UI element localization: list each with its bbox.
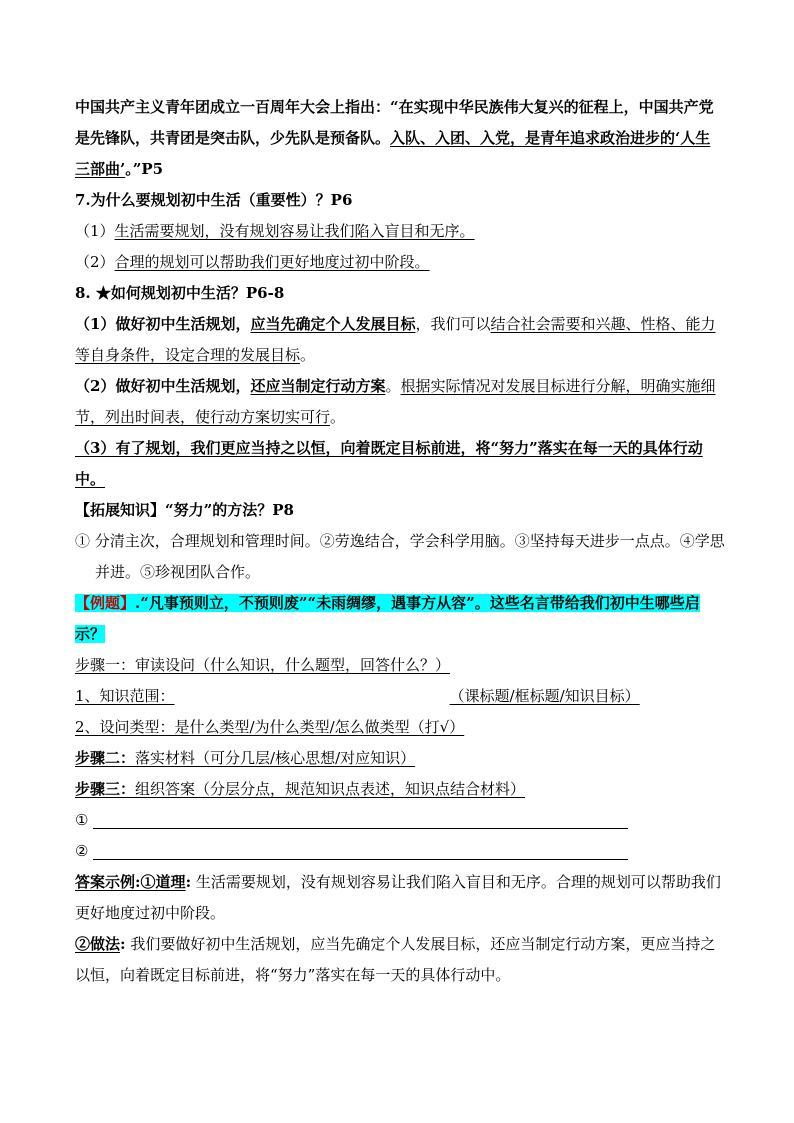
q7-title: 7.为什么要规划初中生活（重要性）？P6 xyxy=(75,191,353,209)
q8-item-2 xyxy=(75,371,725,433)
intro-bold: 中国共产主义青年团成立一百周年大会上指出：“在实现中华民族伟大复兴的征程上，中国共产党是先锋队，共青团是突击队，少先队是预备队。 xyxy=(75,98,714,147)
type-line: 2、设问类型：是什么类型/为什么类型/怎么做类型（打√） xyxy=(75,718,465,736)
q8-item-1-lead: 做好初中生活规划， xyxy=(115,315,251,333)
answer-blank-1-line[interactable] xyxy=(93,808,628,829)
example-question xyxy=(75,588,725,650)
answer-blank-1 xyxy=(75,805,725,836)
q7-item-1-text: 生活需要规划，没有规划容易让我们陷入盲目和无序。 xyxy=(114,222,475,240)
answer-blank-1-num: ① xyxy=(75,811,89,829)
range-options: （课标题/框标题/知识目标） xyxy=(449,687,640,705)
q8-item-3 xyxy=(75,433,725,495)
answer-p2-label: ②做法 xyxy=(75,935,121,953)
intro-paragraph xyxy=(75,92,725,185)
q8-item-2-num: （2） xyxy=(75,377,116,395)
step-3-text: 组织答案（分层分点，规范知识点表述，知识点结合材料） xyxy=(135,780,526,798)
q8-item-3-num: （3） xyxy=(75,439,116,457)
answer-p1-colon: : xyxy=(185,873,192,891)
q8-item-1-num: （1） xyxy=(75,315,116,333)
q8-item-2-key: 还应当制定行动方案 xyxy=(250,377,386,395)
q8-item-1-mid: ，我们可以 xyxy=(415,315,491,333)
answer-example-1 xyxy=(75,867,725,929)
q8-item-2-mid: 。 xyxy=(385,377,401,395)
ext-title: 【拓展知识】“努力”的方法？P8 xyxy=(75,501,294,519)
q8-item-2-end: 。 xyxy=(330,408,346,426)
range-line xyxy=(75,681,725,712)
q8-title: 8. ★如何规划初中生活？P6-8 xyxy=(75,284,285,302)
q8-item-1-key: 应当先确定个人发展目标 xyxy=(250,315,416,333)
answer-label: 答案示例: xyxy=(75,873,141,891)
example-text: .“凡事预则立，不预则废”“未雨绸缪，遇事方从容”。这些名言带给我们初中生哪些启示？ xyxy=(75,594,700,643)
q7-item-1-num: （1） xyxy=(75,222,115,240)
step-2-text: 落实材料（可分几层/核心思想/对应知识） xyxy=(135,749,416,767)
answer-p1-label: ①道理 xyxy=(140,873,186,891)
ext-text: ① 分清主次，合理规划和管理时间。②劳逸结合，学会科学用脑。③坚持每天进步一点点。④学思并进。⑤珍视团队合作。 xyxy=(75,532,725,581)
q8-item-2-detail: 根据实际情况对发展目标进行分解，明确实施细节，列出时间表，使行动方案切实可行 xyxy=(75,377,716,426)
q8-item-1-end: 。 xyxy=(300,346,316,364)
answer-blank-2 xyxy=(75,836,725,867)
answer-p1-text: 生活需要规划，没有规划容易让我们陷入盲目和无序。合理的规划可以帮助我们更好地度过初中阶段。 xyxy=(75,873,721,922)
q8-item-3-text: 有了规划，我们更应当持之以恒，向着既定目标前进，将“努力”落实在每一天的具体行动中。 xyxy=(75,439,703,488)
q8-item-1 xyxy=(75,309,725,371)
q8-item-2-lead: 做好初中生活规划， xyxy=(115,377,251,395)
q7-item-2 xyxy=(75,247,725,278)
answer-blank-2-line[interactable] xyxy=(93,839,628,860)
q7-item-2-text: 合理的规划可以帮助我们更好地度过初中阶段。 xyxy=(114,253,430,271)
step-2 xyxy=(75,743,725,774)
step-2-label: 步骤二： xyxy=(75,749,136,767)
range-label: 1、知识范围： xyxy=(75,687,175,705)
q7-item-2-num: （2） xyxy=(75,253,115,271)
q7-item-1 xyxy=(75,216,725,247)
step-1: 步骤一：审读设问（什么知识，什么题型，回答什么？） xyxy=(75,656,451,674)
answer-blank-2-num: ② xyxy=(75,842,89,860)
answer-p2-text: 我们要做好初中生活规划，应当先确定个人发展目标，还应当制定行动方案，更应当持之以恒，向着既定目标前进，将“努力”落实在每一天的具体行动中。 xyxy=(75,935,716,984)
range-field[interactable] xyxy=(75,681,701,712)
step-3-label: 步骤三： xyxy=(75,780,136,798)
step-3 xyxy=(75,774,725,805)
example-tag: 【例题】 xyxy=(75,594,136,612)
answer-example-2 xyxy=(75,929,725,991)
intro-tail: 。”P5 xyxy=(125,160,164,178)
document-page xyxy=(75,92,725,991)
intro-underlined: 入队、入团、入党，是青年追求政治进步的‘人生三部曲’ xyxy=(75,129,711,178)
example-question-highlight xyxy=(75,594,700,643)
q8-item-1-detail: 结合社会需要和兴趣、性格、能力等自身条件，设定合理的发展目标 xyxy=(75,315,716,364)
answer-p2-colon: : xyxy=(120,935,126,953)
